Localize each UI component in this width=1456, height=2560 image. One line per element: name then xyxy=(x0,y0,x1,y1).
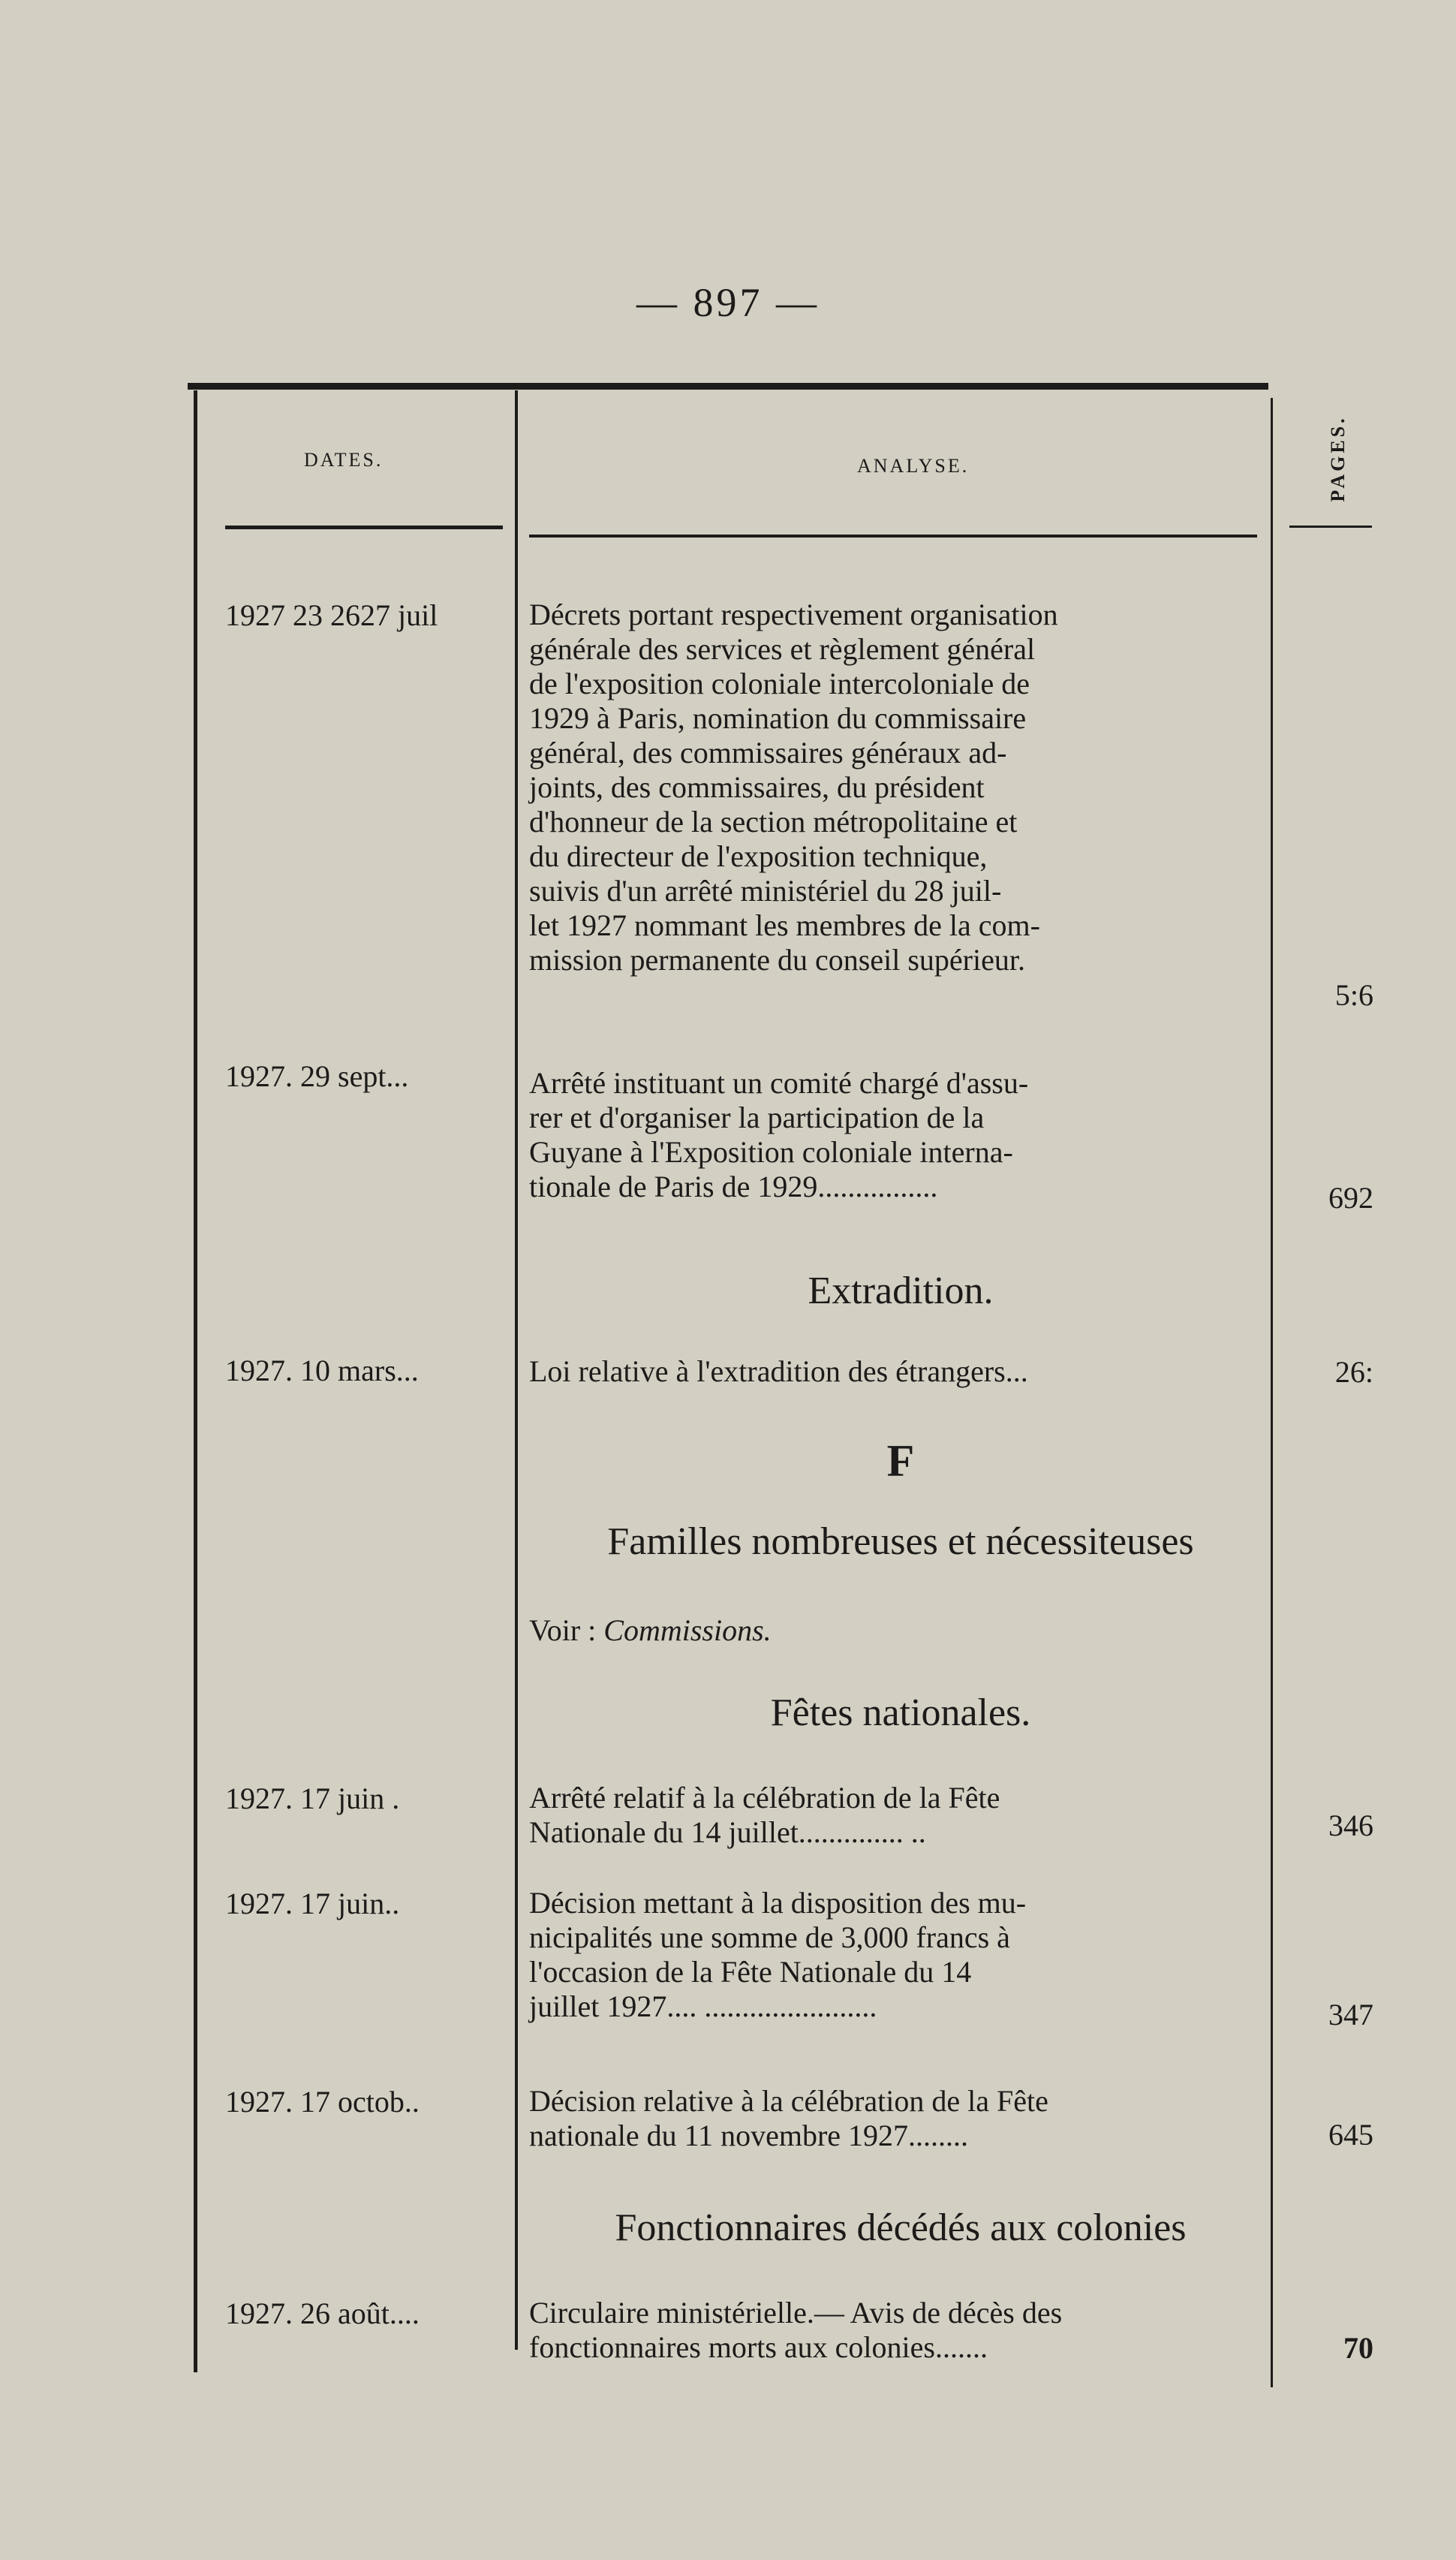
entry-date: 1927. 29 sept... xyxy=(225,1059,409,1093)
page-header: — 897 — xyxy=(636,280,820,325)
entry-page: 70 xyxy=(1343,2331,1373,2365)
dates-column-header: DATES. xyxy=(304,449,384,471)
entry-page: 347 xyxy=(1328,1998,1373,2031)
entry-page: 645 xyxy=(1328,2118,1373,2152)
entry-page: 5:6 xyxy=(1334,978,1373,1012)
see-also xyxy=(529,1613,772,1648)
top-rule xyxy=(188,383,1268,390)
see-also-prefix: Voir : xyxy=(529,1613,597,1647)
pages-header-rule xyxy=(1289,526,1372,528)
section-letter: F xyxy=(886,1436,915,1486)
section-heading: Familles nombreuses et nécessiteuses xyxy=(607,1520,1194,1563)
section-heading: Fêtes nationales. xyxy=(770,1691,1031,1734)
entry-date: 1927. 17 juin.. xyxy=(225,1887,400,1920)
entry-date: 1927. 10 mars... xyxy=(225,1354,419,1387)
entry-text: Loi relative à l'extradition des étrangers... xyxy=(529,1354,1028,1388)
entry-date: 1927. 17 octob.. xyxy=(225,2085,420,2119)
entry-page: 26: xyxy=(1334,1355,1373,1389)
entry-text: Décision mettant à la disposition des mu- nicipalités une somme de 3,000 francs à l'occasion de la Fête Nationale du 14 juillet 1927.... ....................... xyxy=(529,1886,1027,2023)
analysis-header-rule xyxy=(529,535,1257,538)
section-heading: Fonctionnaires décédés aux colonies xyxy=(615,2206,1187,2249)
dates-column-divider xyxy=(515,390,518,2350)
entry-text: Arrêté instituant un comité chargé d'assu- rer et d'organiser la participation de la Guyane à l'Exposition coloniale interna- tionale de Paris de 1929................ xyxy=(529,1066,1029,1203)
entry-text: Arrêté relatif à la célébration de la Fête Nationale du 14 juillet.............. .. xyxy=(529,1781,1000,1849)
entry-date: 1927. 26 août.... xyxy=(225,2296,420,2330)
entry-text: Décrets portant respectivement organisation générale des services et règlement général de l'exposition coloniale intercoloniale de 1929 à Paris, nomination du commissaire général, des commissaires généraux ad- joints, des commissaires, du président d'honneur de la section métropolitaine et du directeur de l'exposition technique, suivis d'un arrêté ministériel du 28 juil- let 1927 nommant les membres de la com- mission permanente du conseil supérieur. xyxy=(529,598,1058,977)
entry-page: 692 xyxy=(1328,1181,1373,1215)
dates-header-rule xyxy=(225,526,503,529)
entry-date: 1927 23 2627 juil xyxy=(225,598,438,632)
see-also-ref: Commissions. xyxy=(603,1613,772,1647)
entry-text: Décision relative à la célébration de la Fête nationale du 11 novembre 1927........ xyxy=(529,2084,1048,2152)
section-heading: Extradition. xyxy=(808,1269,994,1312)
pages-column-header: PAGES. xyxy=(1327,415,1349,502)
entry-text: Circulaire ministérielle.— Avis de décès des fonctionnaires morts aux colonies....... xyxy=(529,2296,1063,2364)
entry-page: 346 xyxy=(1328,1809,1373,1842)
analysis-column-header: ANALYSE. xyxy=(857,455,970,477)
entry-date: 1927. 17 juin . xyxy=(225,1781,400,1815)
left-margin-rule xyxy=(194,390,197,2372)
